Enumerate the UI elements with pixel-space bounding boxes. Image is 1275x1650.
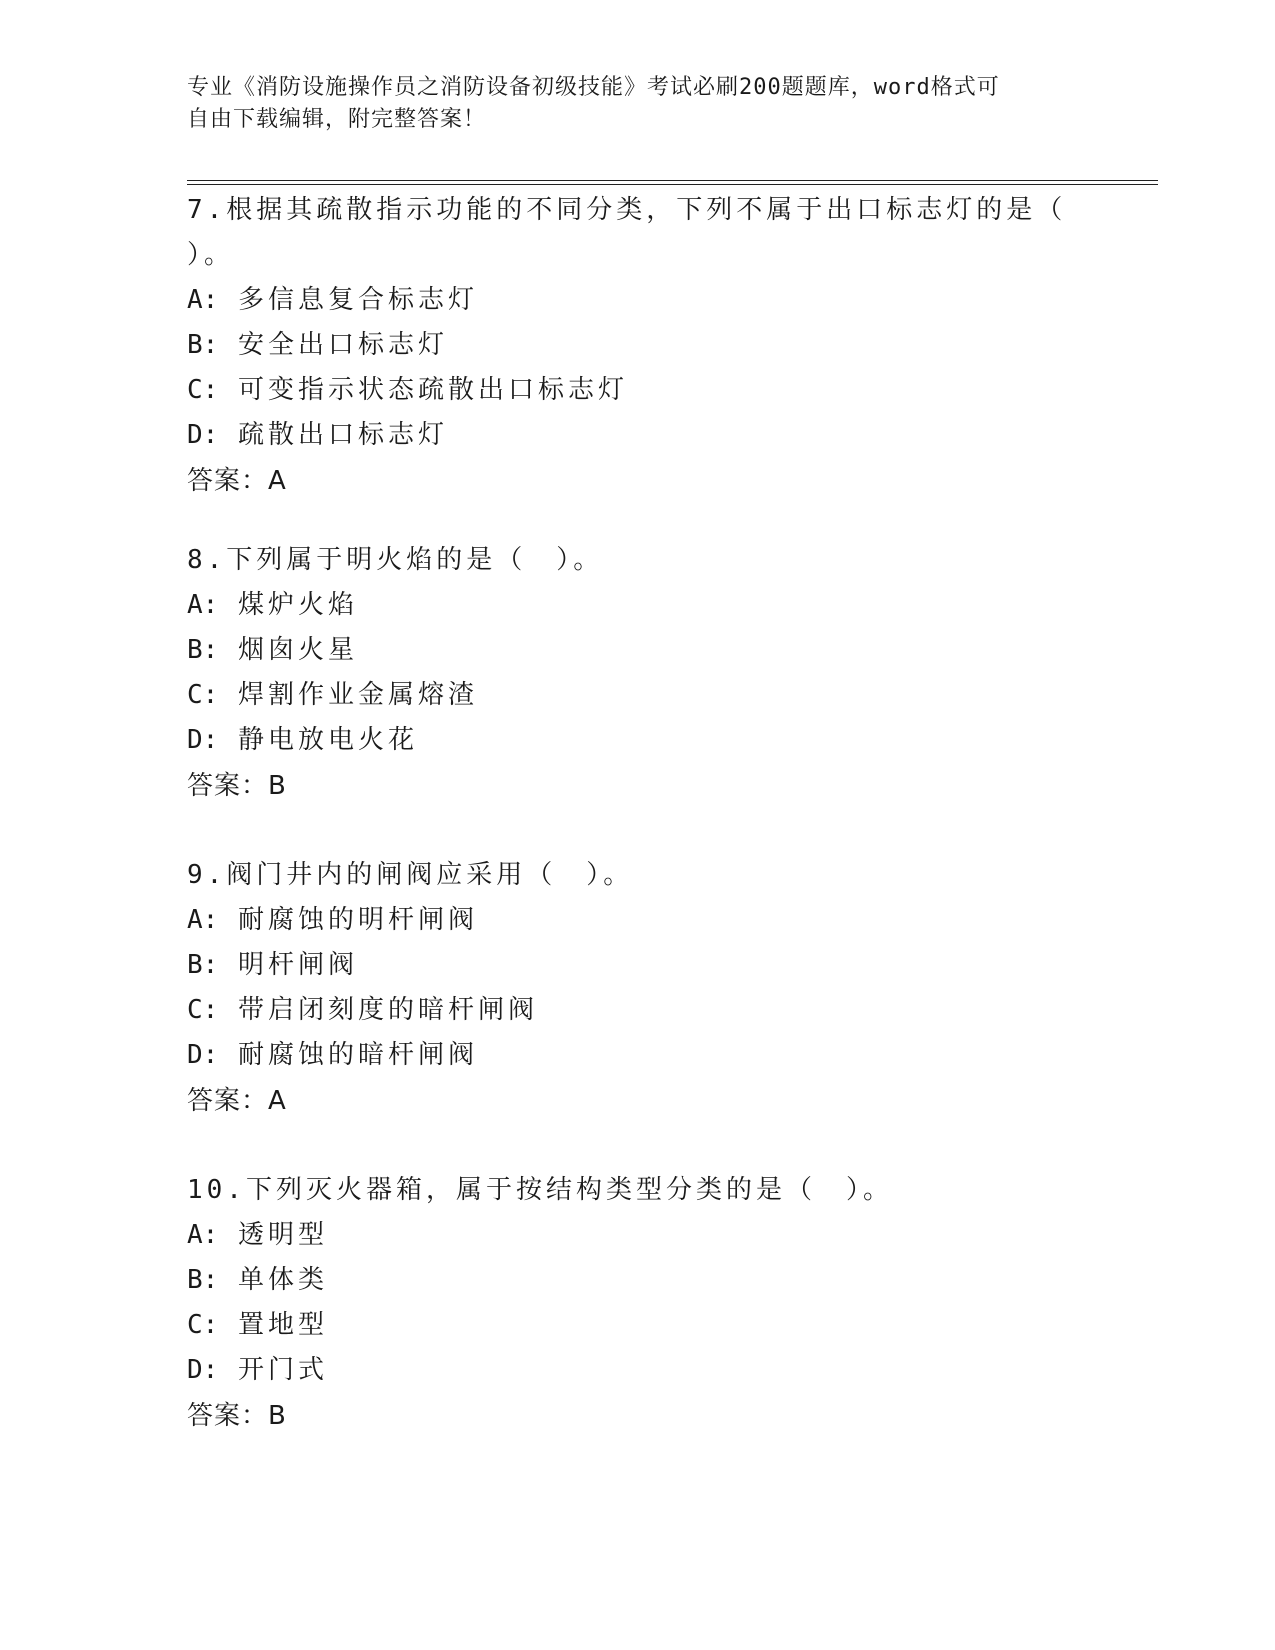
question-stem: 7.根据其疏散指示功能的不同分类，下列不属于出口标志灯的是（ [187,195,1067,225]
header-line-2: 自由下载编辑，附完整答案！ [187,107,487,132]
option-text: 安全出口标志灯 [237,330,448,360]
option-letter: A: [187,905,219,935]
option-b [187,323,1087,368]
option-letter: B: [187,330,219,360]
option-text: 可变指示状态疏散出口标志灯 [237,375,628,405]
option-letter: B: [187,1265,219,1295]
option-letter: A: [187,1220,219,1250]
option-b [187,943,1087,988]
option-text: 多信息复合标志灯 [237,285,478,315]
option-text: 耐腐蚀的明杆闸阀 [237,905,478,935]
option-c [187,673,1087,718]
question-stem: 8.下列属于明火焰的是（ ）。 [187,545,604,575]
option-letter: C: [187,375,219,405]
option-letter: D: [187,420,219,450]
option-c [187,1303,1087,1348]
option-text: 置地型 [237,1310,328,1340]
option-letter: D: [187,1355,219,1385]
option-text: 烟囱火星 [237,635,358,665]
option-text: 耐腐蚀的暗杆闸阀 [237,1040,478,1070]
option-text: 明杆闸阀 [237,950,358,980]
answer-line: 答案：B [187,1401,287,1431]
question-stem: 10.下列灭火器箱，属于按结构类型分类的是（ ）。 [187,1175,893,1205]
option-letter: D: [187,1040,219,1070]
option-d [187,718,1087,763]
document-header [187,72,1067,136]
option-c [187,368,1087,413]
option-text: 静电放电火花 [237,725,418,755]
option-letter: B: [187,635,219,665]
header-divider-bottom [187,184,1158,185]
option-d [187,1348,1087,1393]
header-line-1: 专业《消防设施操作员之消防设备初级技能》考试必刷200题题库，word格式可 [187,75,1000,100]
answer-line: 答案：A [187,466,287,496]
option-text: 单体类 [237,1265,328,1295]
option-text: 透明型 [237,1220,328,1250]
option-letter: B: [187,950,219,980]
option-text: 开门式 [237,1355,328,1385]
option-letter: C: [187,1310,219,1340]
option-letter: A: [187,590,219,620]
option-letter: C: [187,680,219,710]
option-text: 煤炉火焰 [237,590,358,620]
question-stem: 9.阀门井内的闸阀应采用（ ）。 [187,860,634,890]
question-9 [187,853,1087,1124]
option-a [187,1213,1087,1258]
option-b [187,1258,1087,1303]
option-d [187,413,1087,458]
option-text: 焊割作业金属熔渣 [237,680,478,710]
option-d [187,1033,1087,1078]
question-10 [187,1168,1087,1439]
option-letter: C: [187,995,219,1025]
header-divider-top [187,180,1158,181]
option-text: 疏散出口标志灯 [237,420,448,450]
answer-line: 答案：B [187,771,287,801]
option-a [187,583,1087,628]
question-stem-continued: ）。 [187,240,235,270]
question-7 [187,188,1087,504]
option-c [187,988,1087,1033]
option-b [187,628,1087,673]
answer-line: 答案：A [187,1086,287,1116]
question-8 [187,538,1087,809]
option-letter: D: [187,725,219,755]
option-letter: A: [187,285,219,315]
option-a [187,898,1087,943]
option-text: 带启闭刻度的暗杆闸阀 [237,995,538,1025]
option-a [187,278,1087,323]
